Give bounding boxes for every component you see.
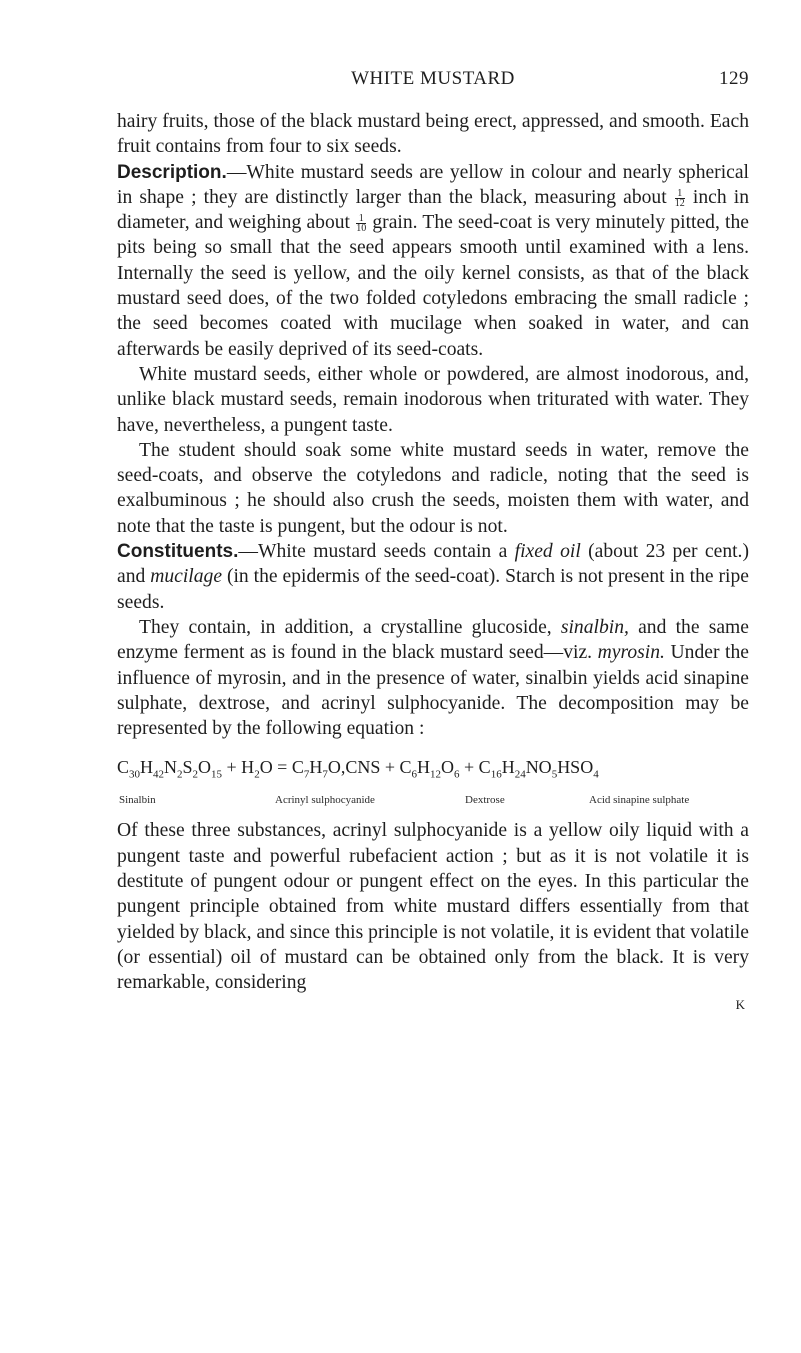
glucoside-text-b: and the same enzyme ferment as is found in the black mustard seed—viz. <box>117 616 749 664</box>
chemical-equation: $C_{30}H_{42}N_2S_2O_{15} + H_2O = C_7H_7O,CNS + C_6H_{12}O_6 + C_{16}H_{24}NO_5HSO_4$ <box>117 757 599 782</box>
constituents-heading: Constituents. <box>117 541 239 563</box>
description-heading: Description. <box>117 161 227 183</box>
equation-labels <box>117 788 749 807</box>
term-mucilage: mucilage <box>150 566 223 588</box>
glucoside-text-a: They contain, in addition, a crystalline glucoside, <box>139 616 561 638</box>
paragraph-glucoside <box>117 615 749 741</box>
book-page <box>117 68 749 1013</box>
paragraph-odour <box>117 362 749 438</box>
body-text <box>117 109 749 995</box>
constituents-text-b: (about 23 per cent.) and <box>117 541 749 588</box>
fraction-denominator: 10 <box>356 223 367 235</box>
fraction-one-twelfth <box>675 189 685 208</box>
term-fixed-oil: fixed oil <box>514 541 581 563</box>
signature-mark: K <box>735 997 745 1013</box>
fraction-denominator: 12 <box>674 197 685 209</box>
label-acrinyl-sulphocyanide: Acrinyl sulphocyanide <box>275 794 375 807</box>
paragraph-fruits-text: hairy fruits, those of the black mustard being erect, appressed, and smooth. Each fruit contains from four to six seeds. <box>117 111 749 158</box>
label-sinalbin: Sinalbin <box>119 794 156 807</box>
description-text-a: —White mustard seeds are yellow in colour and nearly spherical in shape ; they are distinctly larger than the black, measuring about <box>117 161 749 208</box>
constituents-text-c: (in the epidermis of the seed-coat). Starch is not present in the ripe seeds. <box>117 566 749 613</box>
paragraph-fruits <box>117 109 749 160</box>
fraction-numerator: 1 <box>675 189 685 199</box>
term-sinalbin: sinalbin, <box>560 616 629 638</box>
term-myrosin: myrosin. <box>597 642 665 664</box>
paragraph-odour-text: White mustard seeds, either whole or powdered, are almost inodorous, and, unlike black mustard seeds, remain inodorous when triturated with water. They have, nevertheless, a pungent taste. <box>117 363 749 436</box>
label-dextrose: Dextrose <box>465 794 505 807</box>
paragraph-constituents <box>117 539 749 615</box>
running-title: WHITE MUSTARD <box>351 68 515 89</box>
paragraph-student <box>117 438 749 539</box>
paragraph-description <box>117 160 749 362</box>
constituents-text-a: —White mustard seeds contain a <box>238 541 515 563</box>
glucoside-text-c: Under the influence of myrosin, and in the presence of water, sinalbin yields acid sinapine sulphate, dextrose, and acrinyl sulphocyanide. The decomposition may be represented by the following equation : <box>117 642 749 740</box>
fraction-numerator: 1 <box>356 214 366 224</box>
label-acid-sinapine-sulphate: Acid sinapine sulphate <box>589 794 690 807</box>
description-text-c: grain. The seed-coat is very minutely pitted, the pits being so small that the seed appears smooth until examined with a lens. Internally the seed is yellow, and the oily kernel consists, as that of the black mustard seed does, of the two folded cotyledons embracing the small radicle ; the seed becomes coated with mucilage when soaked in water, and can afterwards be easily deprived of its seed-coats. <box>117 212 749 360</box>
paragraph-student-text: The student should soak some white mustard seeds in water, remove the seed-coats, and observe the cotyledons and radicle, noting that the seed is exalbuminous ; he should also crush the seeds, moisten them with water, and note that the taste is pungent, but the odour is not. <box>117 439 749 537</box>
fraction-one-tenth <box>356 214 366 233</box>
paragraph-substances <box>117 818 749 995</box>
running-head <box>117 68 749 102</box>
paragraph-substances-text: Of these three substances, acrinyl sulphocyanide is a yellow oily liquid with a pungent taste and powerful rubefacient action ; but as it is not volatile it is destitute of pungent odour or pungent effect on the eyes. In this particular the pungent principle obtained from white mustard differs essentially from that yielded by black, and since this principle is not volatile, it is evident that volatile (or essential) oil of mustard can be obtained only from the black. It is very remarkable, considering <box>117 820 749 994</box>
description-text-b: inch in diameter, and weighing about <box>117 186 749 234</box>
page-number: 129 <box>719 68 749 89</box>
